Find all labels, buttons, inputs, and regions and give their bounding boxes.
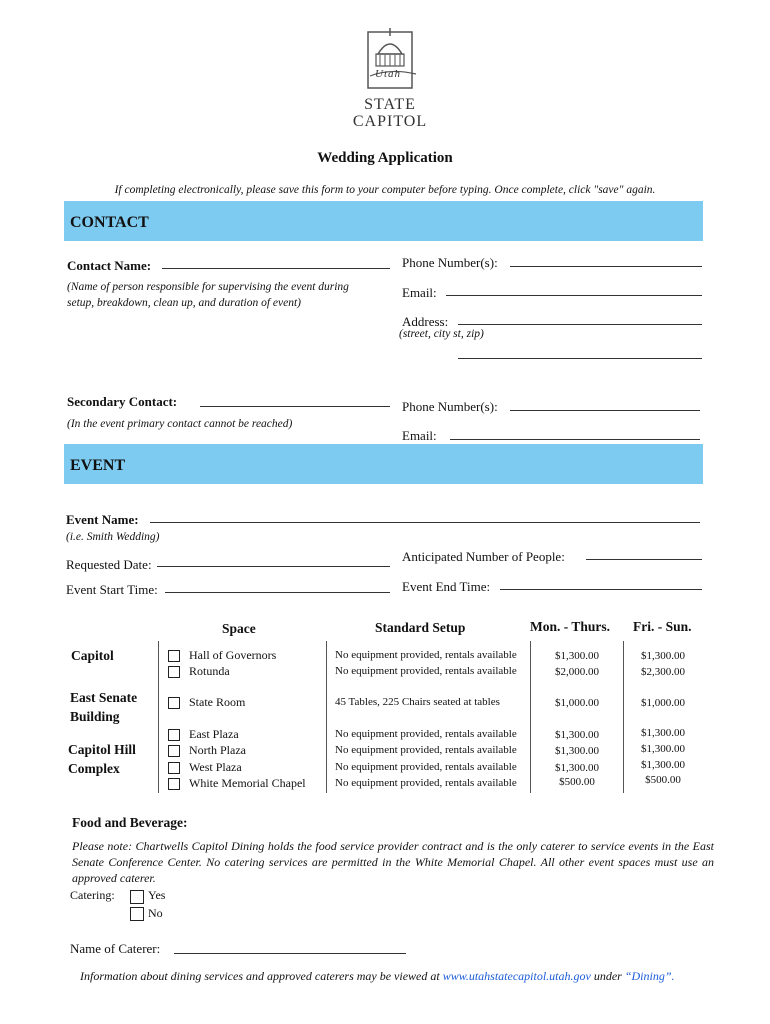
event-name-label: Event Name: <box>66 512 139 527</box>
secondary-contact-label: Secondary Contact: <box>67 394 178 409</box>
contact-name-note: (Name of person responsible for supervising the event during setup, breakdown, clean up, and duration of event) <box>67 281 349 309</box>
address-field-line2[interactable] <box>458 358 702 359</box>
price-fs: $1,300.00 <box>641 743 685 755</box>
secondary-contact-field[interactable] <box>200 406 390 407</box>
secondary-note: (In the event primary contact cannot be reached) <box>67 418 293 430</box>
email-field[interactable] <box>446 295 702 296</box>
price-mt: $1,000.00 <box>555 697 599 709</box>
divider <box>530 641 531 793</box>
end-time-field[interactable] <box>500 589 702 590</box>
food-heading: Food and Beverage: <box>72 815 188 830</box>
space-name: West Plaza <box>189 760 242 774</box>
event-heading: EVENT <box>70 457 126 474</box>
setup-text: No equipment provided, rentals available <box>335 728 517 740</box>
address-label: Address: <box>402 314 449 329</box>
price-mt: $1,300.00 <box>555 745 599 757</box>
price-fs: $1,300.00 <box>641 759 685 771</box>
space-name: Rotunda <box>189 664 230 678</box>
price-mt: $1,300.00 <box>555 762 599 774</box>
address-field[interactable] <box>458 324 702 325</box>
divider <box>326 641 327 793</box>
footer-under: under <box>593 969 622 983</box>
address-note: (street, city st, zip) <box>399 328 484 340</box>
checkbox-north-plaza[interactable] <box>168 745 180 757</box>
space-header: Space <box>222 621 256 636</box>
footer-info <box>80 969 675 984</box>
setup-header: Standard Setup <box>375 620 466 635</box>
catering-yes-checkbox[interactable] <box>130 890 144 904</box>
footer-text: Information about dining services and approved caterers may be viewed at <box>80 969 440 983</box>
catering-label: Catering: <box>70 888 115 902</box>
group-capitol: Capitol <box>71 648 114 663</box>
catering-no-checkbox[interactable] <box>130 907 144 921</box>
space-name: East Plaza <box>189 727 239 741</box>
caterer-label: Name of Caterer: <box>70 941 161 956</box>
event-name-field[interactable] <box>150 522 700 523</box>
space-name: Hall of Governors <box>189 648 277 662</box>
caterer-field[interactable] <box>174 953 406 954</box>
setup-text: No equipment provided, rentals available <box>335 777 517 789</box>
setup-text: No equipment provided, rentals available <box>335 761 517 773</box>
contact-name-label: Contact Name: <box>67 258 152 273</box>
end-time-label: Event End Time: <box>402 579 491 594</box>
logo-line2: CAPITOL <box>352 113 428 130</box>
group-capitol-hill: Capitol Hill Complex <box>68 742 136 776</box>
price-mt: $1,300.00 <box>555 650 599 662</box>
dining-link[interactable]: “Dining”. <box>624 969 675 983</box>
fri-sun-header: Fri. - Sun. <box>633 619 692 634</box>
setup-text: No equipment provided, rentals available <box>335 649 517 661</box>
mon-thu-header: Mon. - Thurs. <box>530 619 611 634</box>
email2-field[interactable] <box>450 439 700 440</box>
space-name: State Room <box>189 695 246 709</box>
setup-text: No equipment provided, rentals available <box>335 665 517 677</box>
contact-section-bar <box>64 201 703 241</box>
price-fs: $500.00 <box>645 774 681 786</box>
checkbox-hall-of-governors[interactable] <box>168 650 180 662</box>
checkbox-east-plaza[interactable] <box>168 729 180 741</box>
space-name: White Memorial Chapel <box>189 776 306 790</box>
logo-script: Utah <box>375 68 401 80</box>
checkbox-white-memorial-chapel[interactable] <box>168 778 180 790</box>
setup-text: No equipment provided, rentals available <box>335 744 517 756</box>
checkbox-state-room[interactable] <box>168 697 180 709</box>
start-time-field[interactable] <box>165 592 390 593</box>
instructions: If completing electronically, please save this form to your computer before typing. Once complete, click "save" again. <box>114 184 656 196</box>
contact-heading: CONTACT <box>70 214 149 231</box>
catering-no-label: No <box>148 906 163 920</box>
price-mt: $500.00 <box>559 776 595 788</box>
event-section-bar <box>64 444 703 484</box>
phone2-label: Phone Number(s): <box>402 399 498 414</box>
requested-date-label: Requested Date: <box>66 557 152 572</box>
checkbox-west-plaza[interactable] <box>168 762 180 774</box>
price-mt: $1,300.00 <box>555 729 599 741</box>
divider <box>158 641 159 793</box>
phone2-field[interactable] <box>510 410 700 411</box>
email-label: Email: <box>402 285 437 300</box>
price-fs: $2,300.00 <box>641 666 685 678</box>
checkbox-rotunda[interactable] <box>168 666 180 678</box>
people-label: Anticipated Number of People: <box>402 549 565 564</box>
phone-label: Phone Number(s): <box>402 255 498 270</box>
email2-label: Email: <box>402 428 437 443</box>
price-mt: $2,000.00 <box>555 666 599 678</box>
page-title: Wedding Application <box>317 150 453 166</box>
people-field[interactable] <box>586 559 702 560</box>
setup-text: 45 Tables, 225 Chairs seated at tables <box>335 696 500 708</box>
price-fs: $1,300.00 <box>641 727 685 739</box>
capitol-website-link[interactable]: www.utahstatecapitol.utah.gov <box>442 969 591 983</box>
price-fs: $1,300.00 <box>641 650 685 662</box>
requested-date-field[interactable] <box>157 566 390 567</box>
logo-line1: STATE <box>364 96 416 113</box>
space-name: North Plaza <box>189 743 246 757</box>
group-east-senate: East Senate Building <box>70 690 138 724</box>
contact-name-field[interactable] <box>162 268 390 269</box>
price-fs: $1,000.00 <box>641 697 685 709</box>
phone-field[interactable] <box>510 266 702 267</box>
catering-yes-label: Yes <box>148 888 166 902</box>
food-note: Please note: Chartwells Capitol Dining holds the food service provider contract and is the only caterer to service events in the East Senate Conference Center. No catering services are permitted in the White Memorial Chapel. All other event spaces must use an approved caterer. <box>72 839 714 885</box>
event-name-note: (i.e. Smith Wedding) <box>66 531 160 543</box>
start-time-label: Event Start Time: <box>66 582 158 597</box>
